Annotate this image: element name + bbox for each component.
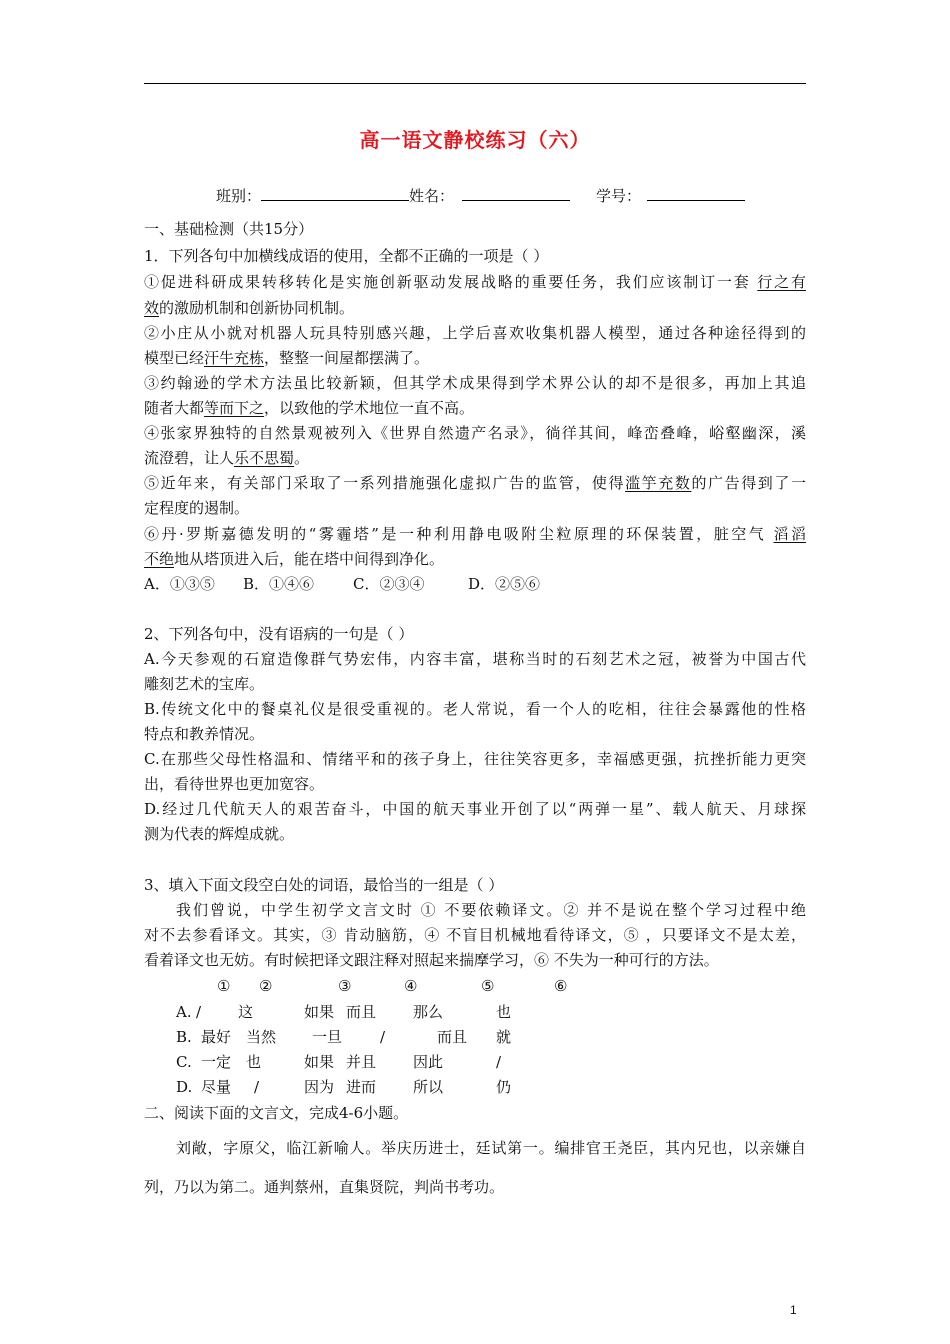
q3-row-c-cell: / xyxy=(496,1053,502,1071)
q3-row-b-cell: 就 xyxy=(496,1028,512,1046)
q2-option-c-line1: C.在那些父母性格温和、情绪平和的孩子身上，往往笑容更多，幸福感更强，抗挫折能力更突 xyxy=(144,750,806,768)
q3-row-b-cell: 当然 xyxy=(246,1028,277,1046)
section1-heading: 一、基础检测（共15分） xyxy=(144,220,314,238)
q3-row-a-cell: 而且 xyxy=(346,1003,377,1021)
q3-row-b-letter: B. xyxy=(176,1028,192,1046)
id-field[interactable] xyxy=(647,186,745,201)
q1-option-a: A．①③⑤ xyxy=(144,575,215,593)
q3-row-d-cell: 所以 xyxy=(413,1078,444,1096)
q2-option-b-line1: B.传统文化中的餐桌礼仪是很受重视的。老人常说，看一个人的吃相，往往会暴露他的性格 xyxy=(144,700,806,718)
q3-row-c-letter: C. xyxy=(176,1053,192,1071)
page-title: 高一语文静校练习（六） xyxy=(359,128,591,152)
q3-row-b-cell: 而且 xyxy=(437,1028,468,1046)
q3-row-c-cell: 如果 xyxy=(304,1053,335,1071)
info-line xyxy=(216,186,745,206)
q3-row-a-cell: 也 xyxy=(496,1003,512,1021)
q3-header-4: ④ xyxy=(404,977,418,995)
section2-heading: 二、阅读下面的文言文，完成4-6小题。 xyxy=(144,1104,409,1122)
q3-header-2: ② xyxy=(259,977,273,995)
q2-option-d-line2: 测为代表的辉煌成就。 xyxy=(144,825,295,843)
q1-underlined-idiom: 乐不思蜀 xyxy=(234,449,295,467)
q1-option-c: C．②③④ xyxy=(353,575,425,593)
q1-underlined-idiom: 行之有 xyxy=(757,273,806,291)
q1-s1-line1: ①促进科研成果转移转化是实施创新驱动发展战略的重要任务，我们应该制订一套 行之有 xyxy=(144,273,806,291)
q2-option-d-line1: D.经过几代航天人的艰苦奋斗，中国的航天事业开创了以“两弹一星”、载人航天、月球探 xyxy=(144,800,806,818)
q3-row-a-letter: A. xyxy=(176,1003,192,1021)
page-number: 1 xyxy=(790,1303,797,1317)
q1-s5-line1: ⑤近年来，有关部门采取了一系列措施强化虚拟广告的监管，使得滥竽充数的广告得到了一 xyxy=(144,474,806,492)
q1-option-d: D．②⑤⑥ xyxy=(468,575,541,593)
q2-option-b-line2: 特点和教养情况。 xyxy=(144,725,265,743)
q3-row-d-cell: / xyxy=(254,1078,260,1096)
q3-row-d-cell: 仍 xyxy=(496,1078,512,1096)
q3-header-5: ⑤ xyxy=(481,977,495,995)
header-rule xyxy=(144,83,806,84)
q1-s2-line2: 模型已经汗牛充栋，整整一间屋都摆满了。 xyxy=(144,349,430,367)
q3-row-d-cell: 因为 xyxy=(304,1078,335,1096)
q2-option-c-line2: 出，看待世界也更加宽容。 xyxy=(144,775,325,793)
q2-option-a-line2: 雕刻艺术的宝库。 xyxy=(144,675,265,693)
q1-s4-line1: ④张家界独特的自然景观被列入《世界自然遗产名录》，徜徉其间，峰峦叠峰，峪壑幽深，溪 xyxy=(144,424,806,442)
q3-row-a-cell: / xyxy=(196,1003,202,1021)
q3-row-c-cell: 也 xyxy=(246,1053,262,1071)
q1-s6-line1: ⑥丹·罗斯嘉德发明的“雾霾塔”是一种利用静电吸附尘粒原理的环保装置，脏空气 滔滔 xyxy=(144,525,806,543)
q3-row-a-cell: 这 xyxy=(238,1003,254,1021)
q1-s3-line2: 随者大都等而下之，以致他的学术地位一直不高。 xyxy=(144,399,475,417)
q1-underlined-idiom: 汗牛充栋 xyxy=(204,349,265,367)
q3-header-1: ① xyxy=(217,977,231,995)
q1-option-b: B．①④⑥ xyxy=(243,575,315,593)
q3-row-c-cell: 因此 xyxy=(413,1053,444,1071)
class-label: 班别： xyxy=(216,187,262,205)
class-field[interactable] xyxy=(261,186,409,201)
q1-s1-line2: 效的激励机制和创新协同机制。 xyxy=(144,299,355,317)
q3-row-d-cell: 尽量 xyxy=(201,1078,232,1096)
q3-header-6: ⑥ xyxy=(554,977,568,995)
q1-s6-line2: 不绝地从塔顶进入后，能在塔中间得到净化。 xyxy=(144,550,445,568)
q3-stem: 3、填入下面文段空白处的词语，最恰当的一组是（ ） xyxy=(144,876,504,894)
q1-s5-line2: 定程度的遏制。 xyxy=(144,499,250,517)
q3-passage-line2: 对不去参看译文。其实，③ 肯动脑筋，④ 不盲目机械地看待译文，⑤ ，只要译文不是太差， xyxy=(144,926,806,944)
q3-row-c-cell: 并且 xyxy=(346,1053,377,1071)
id-label: 学号： xyxy=(596,187,642,205)
q2-option-a-line1: A.今天参观的石窟造像群气势宏伟，内容丰富，堪称当时的石刻艺术之冠，被誉为中国古代 xyxy=(144,650,806,668)
q3-passage-line1: 我们曾说，中学生初学文言文时 ① 不要依赖译文。② 并不是说在整个学习过程中绝 xyxy=(176,901,806,919)
q1-s2-line1: ②小庄从小就对机器人玩具特别感兴趣，上学后喜欢收集机器人模型，通过各种途径得到的 xyxy=(144,324,806,342)
passage-line2: 列，乃以为第二。通判蔡州，直集贤院，判尚书考功。 xyxy=(144,1178,505,1196)
name-label: 姓名： xyxy=(409,187,455,205)
q3-row-d-letter: D. xyxy=(176,1078,193,1096)
q3-row-b-cell: 一旦 xyxy=(312,1028,343,1046)
q1-underlined-idiom: 不绝 xyxy=(144,550,175,568)
q3-row-a-cell: 那么 xyxy=(413,1003,444,1021)
q1-underlined-idiom: 效 xyxy=(144,299,160,317)
q3-row-b-cell: 最好 xyxy=(201,1028,232,1046)
q1-underlined-idiom: 等而下之 xyxy=(204,399,265,417)
name-field[interactable] xyxy=(462,186,570,201)
q3-passage-line3: 看着译文也无妨。有时候把译文跟注释对照起来揣摩学习，⑥ 不失为一种可行的方法。 xyxy=(144,951,719,969)
q1-stem: 1．下列各句中加横线成语的使用，全都不正确的一项是（ ） xyxy=(144,247,549,265)
passage-line1: 刘敞，字原父，临江新喻人。举庆历进士，廷试第一。编排官王尧臣，其内兄也，以亲嫌自 xyxy=(176,1139,806,1157)
q1-underlined-idiom: 滔滔 xyxy=(773,525,806,543)
q3-row-b-cell: / xyxy=(380,1028,386,1046)
q1-s3-line1: ③约翰逊的学术方法虽比较新颖，但其学术成果得到学术界公认的却不是很多，再加上其追 xyxy=(144,374,806,392)
q3-row-d-cell: 进而 xyxy=(346,1078,377,1096)
q3-header-3: ③ xyxy=(338,977,352,995)
q1-underlined-idiom: 滥竽充数 xyxy=(625,474,692,492)
q2-stem: 2、下列各句中，没有语病的一句是（ ） xyxy=(144,625,414,643)
q3-row-c-cell: 一定 xyxy=(201,1053,232,1071)
q3-row-a-cell: 如果 xyxy=(304,1003,335,1021)
q1-s4-line2: 流澄碧，让人乐不思蜀。 xyxy=(144,449,310,467)
